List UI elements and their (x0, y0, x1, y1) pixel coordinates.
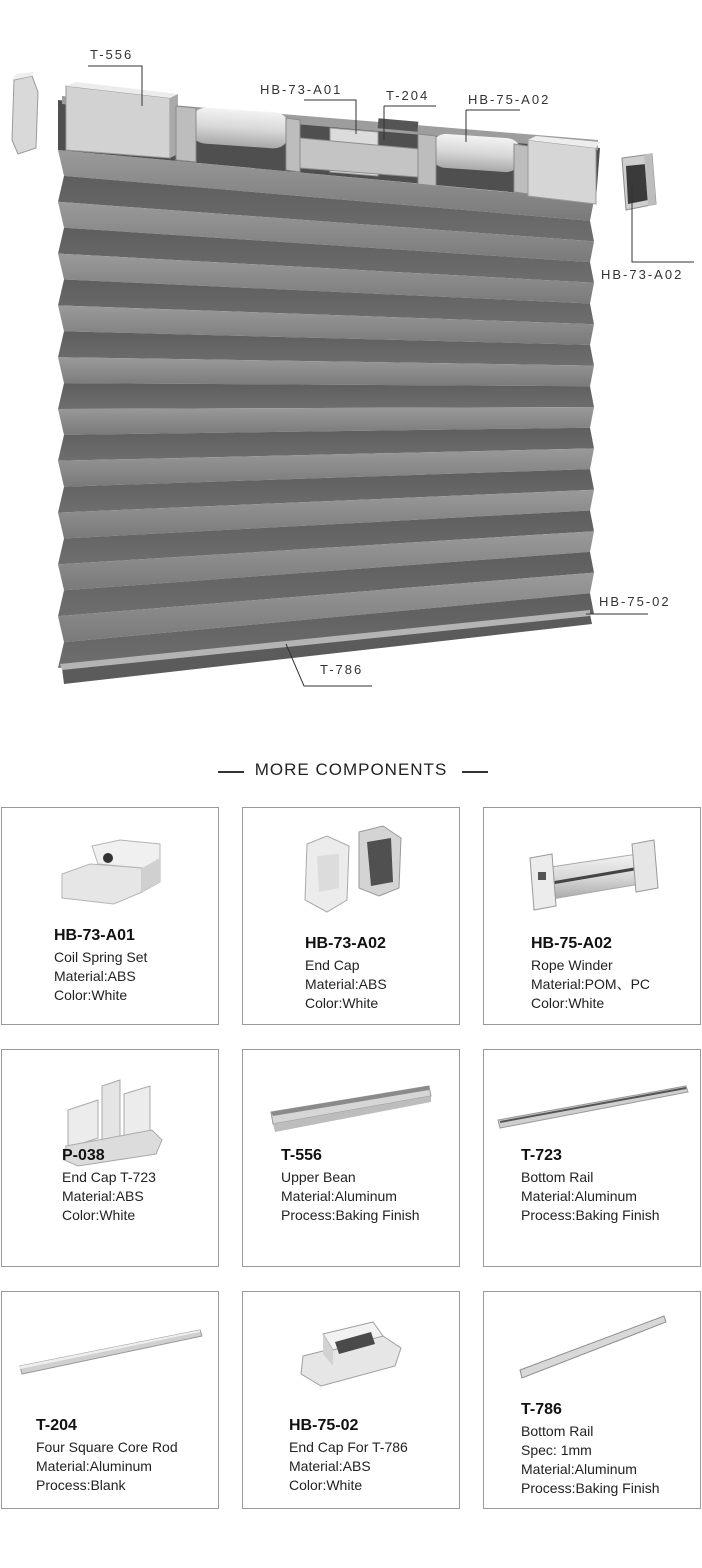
component-info (521, 1146, 660, 1225)
bottom-rail-t786-image (484, 1292, 700, 1412)
component-detail-1: Material:ABS (54, 968, 136, 984)
callout-t786: T-786 (320, 662, 364, 677)
component-detail-1: Material:ABS (305, 976, 387, 992)
component-code: HB-73-A02 (305, 935, 386, 952)
four-square-core-rod-image (2, 1292, 218, 1412)
section-title-text: MORE COMPONENTS (254, 760, 448, 779)
component-card (1, 1291, 219, 1509)
coil-spring-set-image (2, 808, 218, 928)
section-title (0, 760, 702, 784)
component-detail-2: Color:White (54, 987, 128, 1003)
component-detail-2: Color:White (289, 1477, 363, 1493)
component-card (242, 1049, 460, 1267)
component-code: P-038 (62, 1147, 105, 1164)
component-card (483, 1291, 701, 1509)
callout-hb75a02: HB-75-A02 (468, 92, 551, 107)
callout-hb73a01: HB-73-A01 (260, 82, 343, 97)
right-end-cap-part (622, 154, 656, 210)
component-code: HB-75-A02 (531, 935, 612, 952)
component-code: HB-73-A01 (54, 927, 135, 944)
component-code: T-723 (521, 1147, 562, 1164)
pleat-fold (58, 383, 594, 409)
component-detail-2: Process:Baking Finish (281, 1207, 420, 1223)
component-name: Rope Winder (531, 957, 613, 973)
component-info (54, 926, 147, 1005)
component-detail-1: Material:ABS (62, 1188, 144, 1204)
component-detail-2: Material:Aluminum (521, 1461, 637, 1477)
title-dash-right (462, 771, 488, 773)
component-info (289, 1416, 408, 1495)
product-diagram (0, 0, 702, 700)
component-info (281, 1146, 420, 1225)
component-card (483, 807, 701, 1025)
component-detail-1: Material:ABS (289, 1458, 371, 1474)
component-info (62, 1146, 156, 1225)
component-name: Coil Spring Set (54, 949, 148, 965)
component-detail-2: Color:White (305, 995, 379, 1011)
component-card (1, 1049, 219, 1267)
component-info (36, 1416, 178, 1495)
component-detail-2: Process:Blank (36, 1477, 126, 1493)
component-code: T-786 (521, 1401, 562, 1418)
component-code: T-204 (36, 1417, 77, 1434)
component-name: Bottom Rail (521, 1169, 594, 1185)
pleated-fabric (58, 150, 594, 668)
component-code: T-556 (281, 1147, 322, 1164)
component-name: Upper Bean (281, 1169, 356, 1185)
left-end-cap-part (12, 72, 38, 154)
callout-hb73a02: HB-73-A02 (601, 267, 684, 282)
component-info (305, 934, 387, 1013)
component-detail-1: Material:Aluminum (281, 1188, 397, 1204)
component-detail-1: Material:POM、PC (531, 976, 651, 992)
component-name: End Cap T-723 (62, 1169, 156, 1185)
component-detail-2: Process:Baking Finish (521, 1207, 660, 1223)
callout-t556: T-556 (90, 47, 134, 62)
component-card (242, 807, 460, 1025)
callout-t204: T-204 (386, 88, 430, 103)
component-detail-1: Spec: 1mm (521, 1442, 592, 1458)
end-cap-image (243, 808, 459, 928)
component-card (1, 807, 219, 1025)
component-card (242, 1291, 460, 1509)
component-detail-3: Process:Baking Finish (521, 1480, 660, 1496)
end-cap-t786-image (243, 1292, 459, 1412)
component-detail-2: Color:White (62, 1207, 136, 1223)
component-name: Bottom Rail (521, 1423, 594, 1439)
component-detail-2: Color:White (531, 995, 605, 1011)
component-detail-1: Material:Aluminum (521, 1188, 637, 1204)
component-name: End Cap For T-786 (289, 1439, 408, 1455)
component-card (483, 1049, 701, 1267)
component-name: Four Square Core Rod (36, 1439, 178, 1455)
pleated-shade-illustration (0, 0, 702, 700)
component-info (531, 934, 650, 1013)
callout-hb7502: HB-75-02 (599, 594, 671, 609)
component-detail-1: Material:Aluminum (36, 1458, 152, 1474)
component-code: HB-75-02 (289, 1417, 359, 1434)
rope-winder-image (484, 808, 700, 928)
component-name: End Cap (305, 957, 360, 973)
component-info (521, 1400, 660, 1498)
